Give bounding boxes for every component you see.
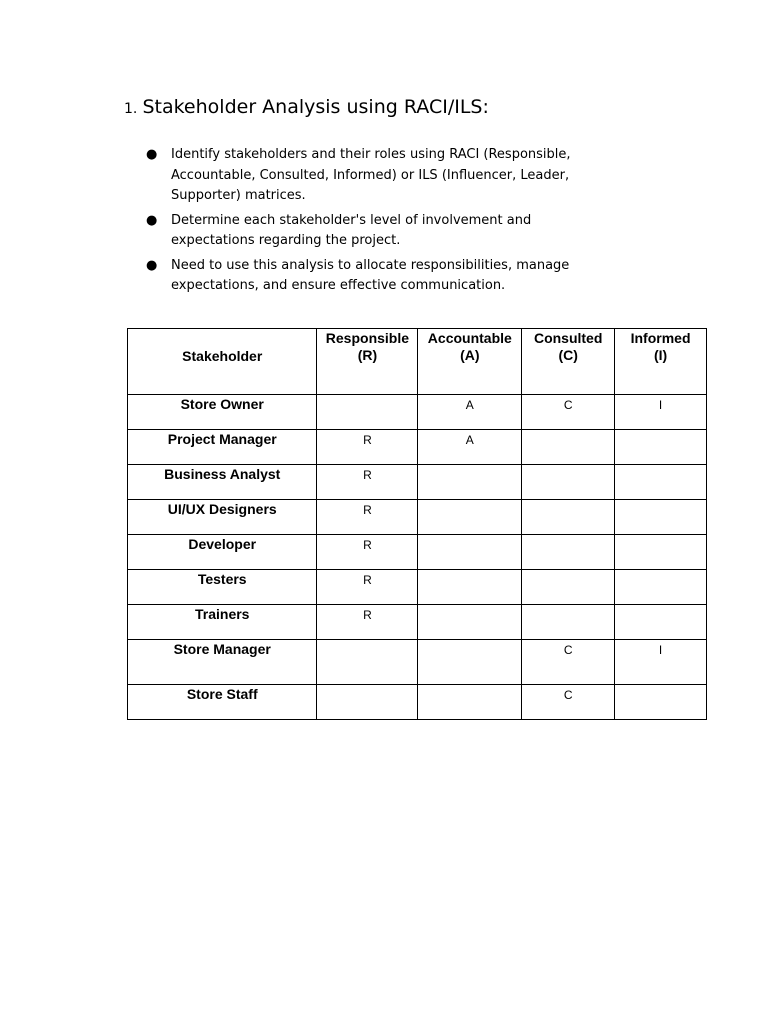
header-accountable-code: (A): [460, 347, 480, 363]
header-accountable-label: Accountable: [427, 330, 512, 346]
responsible-cell: [317, 685, 418, 720]
informed-cell: [615, 500, 707, 535]
consulted-cell: [522, 570, 615, 605]
table-header-row: [128, 329, 707, 395]
section-heading: [124, 96, 489, 118]
informed-cell: [615, 535, 707, 570]
header-informed-code: (I): [653, 347, 668, 363]
consulted-cell: [522, 535, 615, 570]
stakeholder-cell: Developer: [128, 535, 317, 570]
accountable-cell: [418, 465, 522, 500]
responsible-cell: R: [317, 500, 418, 535]
bullet-icon: ●: [146, 212, 158, 228]
section-title: Stakeholder Analysis using RACI/ILS:: [142, 96, 489, 118]
stakeholder-cell: Business Analyst: [128, 465, 317, 500]
list-item-text: Identify stakeholders and their roles using RACI (Responsible, Accountable, Consulted, Informed) or ILS (Influencer, Leader, Supporter) matrices.: [171, 147, 571, 203]
header-accountable: [418, 329, 522, 395]
responsible-cell: R: [317, 465, 418, 500]
raci-table: [127, 328, 707, 720]
accountable-cell: A: [418, 430, 522, 465]
table-row: [128, 640, 707, 685]
table-row: [128, 395, 707, 430]
informed-cell: [615, 605, 707, 640]
responsible-cell: R: [317, 430, 418, 465]
header-responsible-label: Responsible: [325, 330, 410, 346]
informed-cell: [615, 570, 707, 605]
informed-cell: I: [615, 640, 707, 685]
consulted-cell: [522, 605, 615, 640]
list-item: [146, 256, 596, 297]
responsible-cell: [317, 395, 418, 430]
stakeholder-cell: Trainers: [128, 605, 317, 640]
consulted-cell: [522, 465, 615, 500]
accountable-cell: [418, 605, 522, 640]
informed-cell: [615, 430, 707, 465]
accountable-cell: A: [418, 395, 522, 430]
informed-cell: [615, 465, 707, 500]
list-item: [146, 211, 596, 252]
table-row: [128, 500, 707, 535]
list-item: [146, 145, 596, 207]
accountable-cell: [418, 640, 522, 685]
consulted-cell: C: [522, 685, 615, 720]
table-row: [128, 430, 707, 465]
header-responsible: [317, 329, 418, 395]
table-row: [128, 685, 707, 720]
stakeholder-cell: Store Staff: [128, 685, 317, 720]
accountable-cell: [418, 535, 522, 570]
bullet-list: [146, 145, 596, 301]
responsible-cell: [317, 640, 418, 685]
header-stakeholder: Stakeholder: [128, 329, 317, 395]
accountable-cell: [418, 685, 522, 720]
list-item-text: Need to use this analysis to allocate responsibilities, manage expectations, and ensure effective communication.: [171, 257, 570, 293]
informed-cell: I: [615, 395, 707, 430]
bullet-icon: ●: [146, 147, 158, 162]
header-informed-label: Informed: [630, 330, 691, 346]
header-informed: [615, 329, 707, 395]
list-item-text: Determine each stakeholder's level of involvement and expectations regarding the project.: [171, 212, 532, 248]
table-row: [128, 605, 707, 640]
section-number: 1.: [124, 101, 138, 117]
table-row: [128, 465, 707, 500]
consulted-cell: [522, 500, 615, 535]
table-row: [128, 570, 707, 605]
header-consulted-code: (C): [558, 347, 578, 363]
header-responsible-code: (R): [357, 347, 378, 363]
consulted-cell: C: [522, 640, 615, 685]
header-consulted: [522, 329, 615, 395]
bullet-icon: ●: [146, 257, 158, 273]
responsible-cell: R: [317, 570, 418, 605]
consulted-cell: [522, 430, 615, 465]
informed-cell: [615, 685, 707, 720]
responsible-cell: R: [317, 605, 418, 640]
stakeholder-cell: UI/UX Designers: [128, 500, 317, 535]
table-row: [128, 535, 707, 570]
stakeholder-cell: Testers: [128, 570, 317, 605]
accountable-cell: [418, 500, 522, 535]
responsible-cell: R: [317, 535, 418, 570]
accountable-cell: [418, 570, 522, 605]
stakeholder-cell: Store Owner: [128, 395, 317, 430]
stakeholder-cell: Store Manager: [128, 640, 317, 685]
header-consulted-label: Consulted: [533, 330, 603, 346]
stakeholder-cell: Project Manager: [128, 430, 317, 465]
consulted-cell: C: [522, 395, 615, 430]
